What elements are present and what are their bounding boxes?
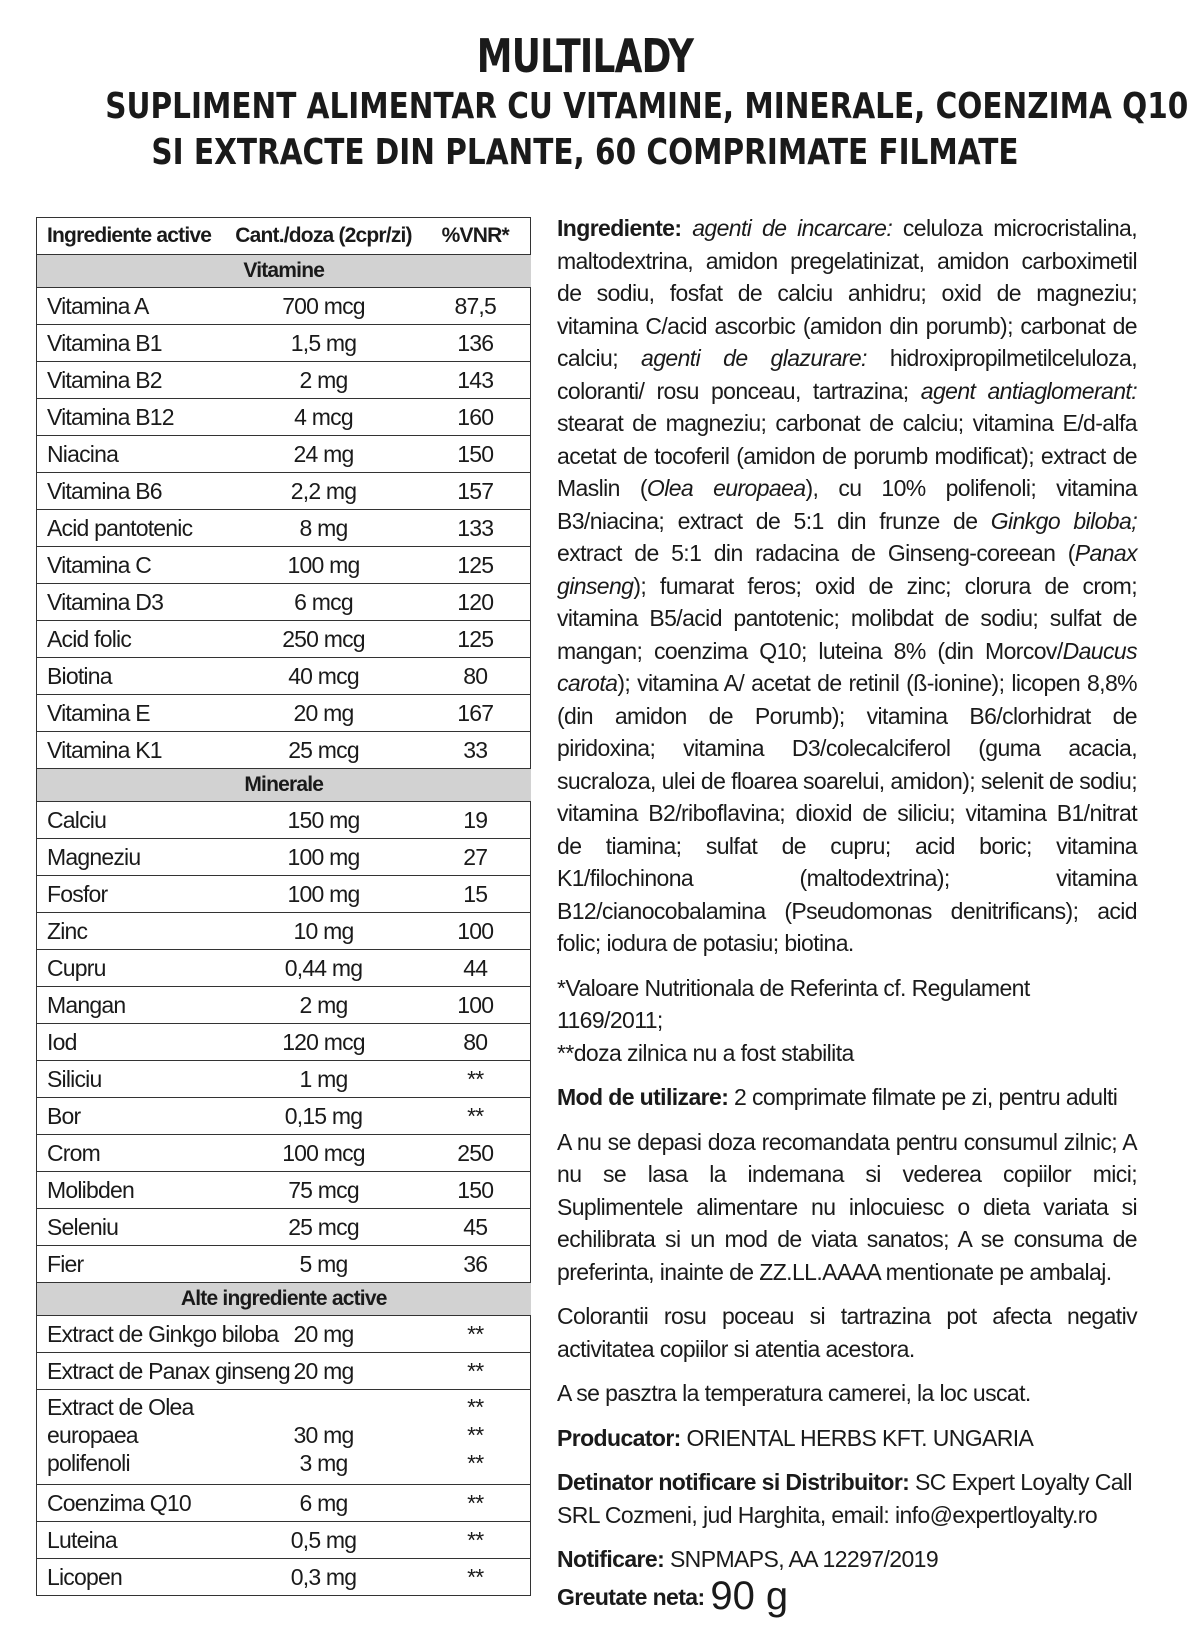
ingredient-quantity: 20 mg — [227, 1316, 421, 1353]
ingredients-segment: agent antiaglomerant: — [920, 377, 1137, 404]
ingredient-name: Crom — [37, 1135, 227, 1172]
header-quantity: Cant./doza (2cpr/zi) — [227, 218, 421, 255]
ingredient-vnr: 160 — [421, 399, 531, 436]
section-title: Minerale — [37, 769, 531, 802]
notification-text: SNPMAPS, AA 12297/2019 — [664, 1546, 939, 1572]
header-vnr: %VNR* — [421, 218, 531, 255]
ingredient-vnr: ** — [421, 1353, 531, 1390]
table-row — [37, 1485, 531, 1522]
notification-paragraph — [557, 1543, 1137, 1576]
ingredient-vnr: ** — [421, 1559, 531, 1596]
table-row — [37, 1172, 531, 1209]
table-row — [37, 399, 531, 436]
table-row — [37, 1209, 531, 1246]
distributor-paragraph — [557, 1466, 1137, 1531]
table-row — [37, 913, 531, 950]
ingredients-segment: celuloza microcristalina, maltodextrina, amidon pregelatinizat, amidon carboximetil de sodiu, fosfat de calciu anhidru; oxid de magneziu; vitamina C/acid ascorbic (amidon din porumb); carbonat de calciu; — [557, 215, 1138, 371]
ingredients-label: Ingrediente: — [557, 215, 682, 241]
producer-paragraph — [557, 1422, 1137, 1455]
ingredient-quantity: 25 mcg — [227, 732, 421, 769]
table-row — [37, 695, 531, 732]
ingredients-segment: ); vitamina A/ acetat de retinil (ß-ionine); licopen 8,8% (din amidon de Porumb); vitamina B6/clorhidrat de piridoxina; vitamina D3/colecalciferol (guma acacia, sucraloza, ulei de floarea soarelui, amidon); selenit de sodiu; vitamina B2/riboflavina; dioxid de siliciu; vitamina B1/nitrat de tiamina; sulfat de cupru; acid boric; vitamina K1/filochinona (maltodextrina); vitamina B12/cianocobalamina (Pseudomonas denitrificans); acid folic; iodura de potasiu; biotina. — [557, 670, 1137, 956]
footnote-doza: **doza zilnica nu a fost stabilita — [557, 1039, 854, 1066]
ingredient-name-line: europaea — [47, 1422, 138, 1448]
usage-label: Mod de utilizare: — [557, 1084, 729, 1110]
table-row — [37, 658, 531, 695]
ingredient-vnr: ** — [421, 1098, 531, 1135]
ingredients-segment: Panax ginseng — [557, 540, 1137, 599]
ingredient-name: Vitamina A — [37, 288, 227, 325]
ingredient-vnr: 150 — [421, 436, 531, 473]
ingredients-text — [557, 215, 1137, 956]
ingredient-vnr: 15 — [421, 876, 531, 913]
ingredient-vnr: 44 — [421, 950, 531, 987]
ingredient-name — [37, 1390, 227, 1485]
ingredient-vnr: 100 — [421, 987, 531, 1024]
ingredient-quantity: 20 mg — [227, 695, 421, 732]
table-row — [37, 325, 531, 362]
ingredient-quantity: 0,15 mg — [227, 1098, 421, 1135]
ingredient-name: Vitamina E — [37, 695, 227, 732]
ingredient-name: Vitamina D3 — [37, 584, 227, 621]
ingredient-vnr: 143 — [421, 362, 531, 399]
ingredient-name: Vitamina B2 — [37, 362, 227, 399]
ingredient-vnr: ** — [421, 1485, 531, 1522]
ingredient-vnr: 157 — [421, 473, 531, 510]
ingredient-vnr: 87,5 — [421, 288, 531, 325]
table-row — [37, 987, 531, 1024]
ingredient-quantity-line: 30 mg — [293, 1422, 354, 1448]
ingredient-quantity: 100 mg — [227, 839, 421, 876]
ingredient-vnr: 80 — [421, 1024, 531, 1061]
table-row — [37, 1390, 531, 1485]
ingredient-quantity: 1,5 mg — [227, 325, 421, 362]
ingredient-name: Magneziu — [37, 839, 227, 876]
ingredient-name: Iod — [37, 1024, 227, 1061]
ingredient-name: Cupru — [37, 950, 227, 987]
section-header — [37, 769, 531, 802]
ingredient-quantity: 0,5 mg — [227, 1522, 421, 1559]
ingredient-quantity: 1 mg — [227, 1061, 421, 1098]
section-header — [37, 255, 531, 288]
ingredients-segment: Daucus carota — [557, 637, 1137, 696]
ingredient-vnr: ** — [421, 1522, 531, 1559]
ingredient-vnr: 250 — [421, 1135, 531, 1172]
ingredient-name: Acid folic — [37, 621, 227, 658]
ingredient-name: Luteina — [37, 1522, 227, 1559]
table-row — [37, 1522, 531, 1559]
ingredient-name: Fier — [37, 1246, 227, 1283]
table-row — [37, 510, 531, 547]
table-row — [37, 876, 531, 913]
ingredient-name: Siliciu — [37, 1061, 227, 1098]
table-row — [37, 950, 531, 987]
section-title: Vitamine — [37, 255, 531, 288]
ingredient-quantity: 8 mg — [227, 510, 421, 547]
producer-label: Producator: — [557, 1424, 681, 1451]
ingredients-segment: extract de 5:1 din radacina de Ginseng-coreean ( — [557, 540, 1075, 566]
ingredient-vnr: 80 — [421, 658, 531, 695]
ingredient-vnr: ** — [421, 1061, 531, 1098]
footnote-vnr: *Valoare Nutritionala de Referinta cf. Regulament 1169/2011; — [557, 974, 1030, 1033]
ingredient-vnr: 36 — [421, 1246, 531, 1283]
product-title: MULTILADY — [476, 29, 694, 83]
ingredient-vnr: 33 — [421, 732, 531, 769]
ingredient-vnr: 125 — [421, 621, 531, 658]
ingredient-vnr: ** — [421, 1316, 531, 1353]
table-row — [37, 839, 531, 876]
ingredient-name: Bor — [37, 1098, 227, 1135]
table-row — [37, 436, 531, 473]
ingredient-name: Mangan — [37, 987, 227, 1024]
colorants-paragraph: Colorantii rosu poceau si tartrazina pot afecta negativ activitatea copiilor si atentia acestora. — [557, 1303, 1137, 1362]
ingredients-segment: ), cu 10% polifenoli; vitamina B3/niacina; extract de 5:1 din frunze de — [557, 475, 1138, 534]
section-header — [37, 1283, 531, 1316]
ingredient-name: Niacina — [37, 436, 227, 473]
ingredient-quantity: 2 mg — [227, 987, 421, 1024]
table-row — [37, 288, 531, 325]
ingredient-quantity: 4 mcg — [227, 399, 421, 436]
net-weight — [557, 1573, 1137, 1618]
table-row — [37, 732, 531, 769]
table-row — [37, 362, 531, 399]
table-row — [37, 1135, 531, 1172]
warnings-paragraph: A nu se depasi doza recomandata pentru consumul zilnic; A nu se lasa la indemana si vederea copiilor mici; Suplimentele alimentare nu inlocuiesc o dieta variata si echilibrata si un mod de viata sanatos; A se consuma de preferinta, inainte de ZZ.LL.AAAA mentionate pe ambalaj. — [557, 1128, 1137, 1285]
table-row — [37, 1316, 531, 1353]
ingredient-quantity: 700 mcg — [227, 288, 421, 325]
ingredient-name: Vitamina B1 — [37, 325, 227, 362]
ingredient-quantity: 2 mg — [227, 362, 421, 399]
ingredient-quantity: 10 mg — [227, 913, 421, 950]
producer-text: ORIENTAL HERBS KFT. UNGARIA — [680, 1424, 1034, 1451]
ingredient-quantity: 100 mg — [227, 876, 421, 913]
ingredient-vnr: 150 — [421, 1172, 531, 1209]
distributor-text: SC Expert Loyalty Call SRL Cozmeni, jud Harghita, email: info@expertloyalty.ro — [557, 1469, 1132, 1528]
table-row — [37, 584, 531, 621]
table-row — [37, 1061, 531, 1098]
table-row — [37, 802, 531, 839]
ingredient-vnr: 167 — [421, 695, 531, 732]
ingredient-quantity: 24 mg — [227, 436, 421, 473]
ingredient-name: Seleniu — [37, 1209, 227, 1246]
ingredient-quantity: 100 mg — [227, 547, 421, 584]
table-row — [37, 621, 531, 658]
table-row — [37, 1559, 531, 1596]
ingredient-quantity: 20 mg — [227, 1353, 421, 1390]
table-row — [37, 1246, 531, 1283]
ingredient-name: Acid pantotenic — [37, 510, 227, 547]
ingredient-vnr: 136 — [421, 325, 531, 362]
nutrition-table — [36, 217, 531, 1596]
ingredients-segment: Olea europaea — [646, 475, 806, 501]
table-header-row — [37, 218, 531, 255]
ingredient-name: Vitamina B12 — [37, 399, 227, 436]
ingredient-name-line: Extract de Olea — [47, 1394, 194, 1420]
header-ingredient: Ingrediente active — [37, 218, 227, 255]
ingredient-vnr: 125 — [421, 547, 531, 584]
ingredient-name: Vitamina B6 — [37, 473, 227, 510]
ingredient-quantity: 0,3 mg — [227, 1559, 421, 1596]
ingredient-name-line: polifenoli — [47, 1450, 130, 1476]
product-info — [557, 212, 1137, 1625]
table-row — [37, 473, 531, 510]
storage-paragraph: A se pasztra la temperatura camerei, la loc uscat. — [557, 1380, 1031, 1406]
ingredient-quantity: 40 mcg — [227, 658, 421, 695]
ingredient-name: Vitamina K1 — [37, 732, 227, 769]
ingredient-quantity: 120 mcg — [227, 1024, 421, 1061]
ingredient-vnr-line: ** — [467, 1394, 484, 1420]
ingredient-quantity: 5 mg — [227, 1246, 421, 1283]
ingredient-vnr: 133 — [421, 510, 531, 547]
ingredient-name: Calciu — [37, 802, 227, 839]
ingredient-name: Licopen — [37, 1559, 227, 1596]
table-row — [37, 1098, 531, 1135]
distributor-label: Detinator notificare si Distribuitor: — [557, 1469, 910, 1495]
net-weight-value: 90 g — [710, 1573, 789, 1618]
ingredient-quantity: 6 mg — [227, 1485, 421, 1522]
ingredient-name: Vitamina C — [37, 547, 227, 584]
ingredients-segment: stearat de magneziu; carbonat de calciu; vitamina E/d-alfa acetat de tocoferil (amidon de porumb modificat); extract de Maslin ( — [557, 410, 1137, 501]
ingredient-quantity: 2,2 mg — [227, 473, 421, 510]
ingredient-name: Fosfor — [37, 876, 227, 913]
ingredients-paragraph — [557, 212, 1137, 960]
table-row — [37, 547, 531, 584]
ingredients-segment: ); fumarat feros; oxid de zinc; clorura de crom; vitamina B5/acid pantotenic; molibdat de sodiu; sulfat de mangan; coenzima Q10; luteina 8% (din Morcov/ — [557, 572, 1137, 664]
ingredient-name: Extract de Ginkgo biloba — [37, 1316, 227, 1353]
ingredients-segment: hidroxipropilmetilceluloza, coloranti/ rosu ponceau, tartrazina; — [557, 345, 1138, 404]
ingredient-name: Coenzima Q10 — [37, 1485, 227, 1522]
usage-text: 2 comprimate filmate pe zi, pentru adulti — [728, 1084, 1118, 1110]
ingredient-quantity: 0,44 mg — [227, 950, 421, 987]
ingredient-quantity: 25 mcg — [227, 1209, 421, 1246]
ingredient-quantity: 100 mcg — [227, 1135, 421, 1172]
ingredient-name: Molibden — [37, 1172, 227, 1209]
ingredient-quantity: 150 mg — [227, 802, 421, 839]
section-title: Alte ingrediente active — [37, 1283, 531, 1316]
header — [0, 28, 1188, 176]
ingredient-vnr: 19 — [421, 802, 531, 839]
ingredients-segment: Ginkgo biloba; — [990, 507, 1137, 534]
usage-paragraph — [557, 1081, 1137, 1114]
notification-label: Notificare: — [557, 1546, 665, 1572]
ingredient-quantity-line: 3 mg — [299, 1450, 348, 1476]
ingredient-quantity: 6 mcg — [227, 584, 421, 621]
ingredient-vnr-line: ** — [467, 1422, 484, 1448]
ingredient-vnr: 27 — [421, 839, 531, 876]
ingredient-quantity — [227, 1390, 421, 1485]
ingredient-quantity: 75 mcg — [227, 1172, 421, 1209]
ingredients-segment: agenti de glazurare: — [641, 345, 867, 371]
product-subtitle-line2: SI EXTRACTE DIN PLANTE, 60 COMPRIMATE FILMATE — [151, 132, 1019, 173]
ingredient-name: Biotina — [37, 658, 227, 695]
net-weight-label: Greutate neta: — [557, 1583, 705, 1610]
ingredient-name: Zinc — [37, 913, 227, 950]
ingredient-vnr: 100 — [421, 913, 531, 950]
ingredient-vnr — [421, 1390, 531, 1485]
ingredient-quantity-line — [227, 1394, 421, 1422]
table-row — [37, 1353, 531, 1390]
ingredient-vnr-line: ** — [467, 1450, 484, 1476]
ingredient-vnr: 120 — [421, 584, 531, 621]
ingredient-vnr: 45 — [421, 1209, 531, 1246]
ingredient-quantity: 250 mcg — [227, 621, 421, 658]
product-subtitle-line1: SUPLIMENT ALIMENTAR CU VITAMINE, MINERALE, COENZIMA Q10 — [105, 86, 1188, 127]
table-row — [37, 1024, 531, 1061]
ingredient-name: Extract de Panax ginseng — [37, 1353, 227, 1390]
ingredients-segment: agenti de incarcare: — [692, 215, 893, 241]
